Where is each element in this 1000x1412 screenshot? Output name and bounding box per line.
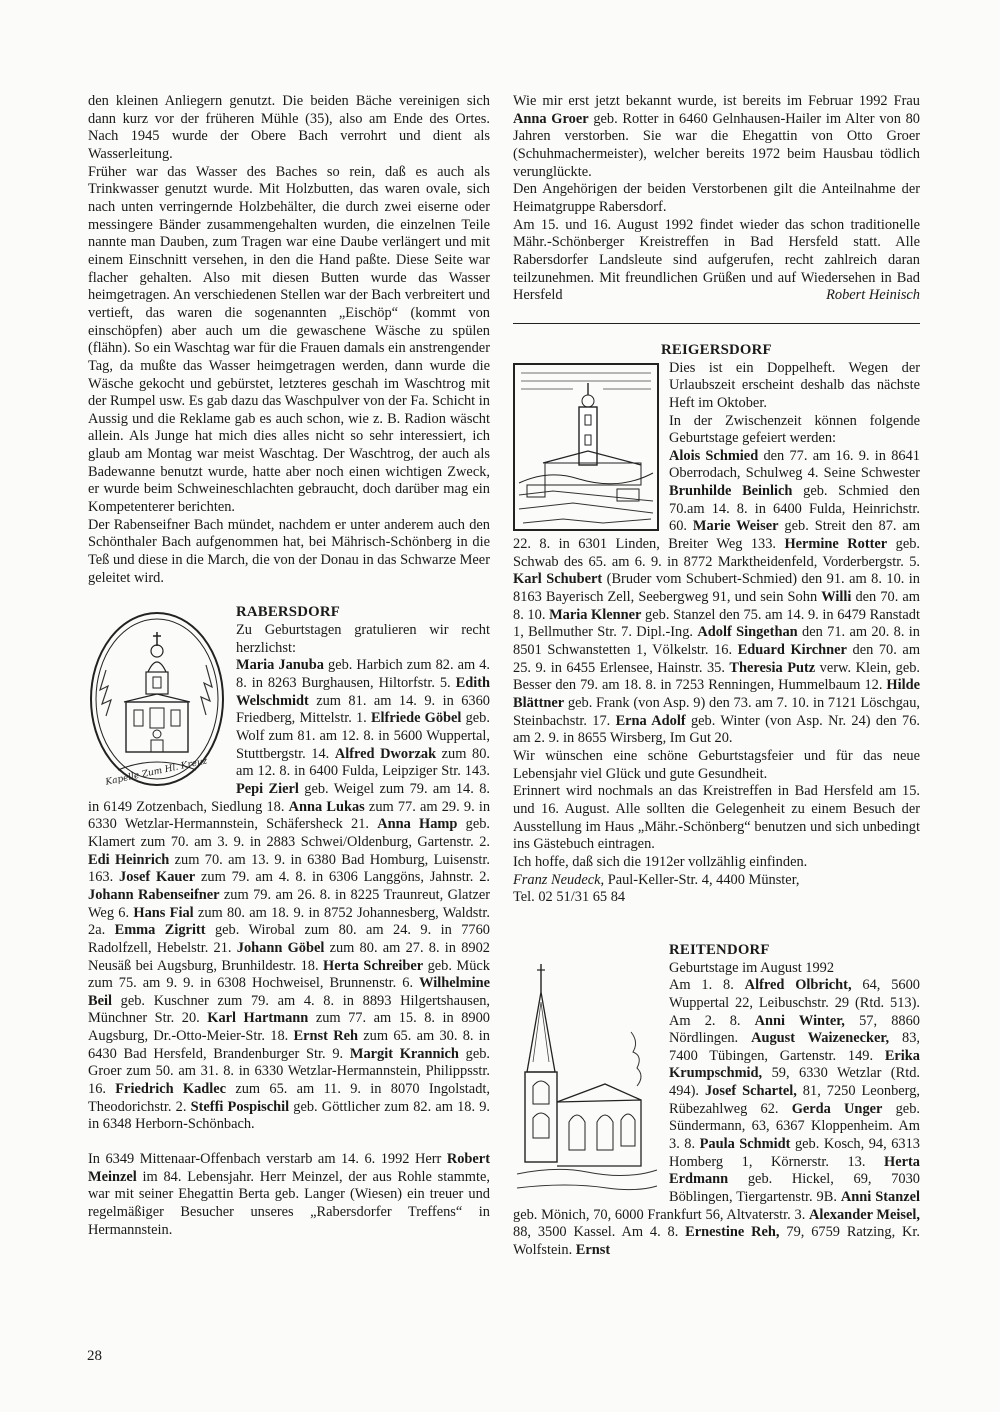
chapel-illustration [88, 610, 226, 788]
reigersdorf-intro-1: Dies ist ein Doppelheft. Wegen der Urlaubszeit erscheint deshalb das nächste Heft im Oktober. [669, 359, 920, 411]
reigersdorf-tel: Tel. 02 51/31 65 84 [513, 889, 626, 906]
person-name: Anna Lukas [288, 798, 365, 815]
rabersdorf-intro: Zu Geburtstagen gratulieren wir recht herzlichst: [236, 622, 490, 656]
reigersdorf-wish: Wir wünschen eine schöne Geburtstagsfeier und für das neue Lebensjahr viel Glück und gute Gesundheit. [513, 747, 920, 782]
person-name: Alfred Olbricht, [744, 977, 852, 994]
page-number: 28 [87, 1348, 102, 1364]
person-name: Maria Klenner [549, 606, 642, 623]
person-name: Marie Weiser [692, 518, 779, 535]
person-name: Karl Hartmann [207, 1010, 309, 1027]
entry-details: 57, 8860 Nördlingen. [669, 1012, 921, 1047]
person-name: Emma Zigritt [114, 922, 206, 939]
entry-details: geb. Mück zum 75. am 9. 9. in 6308 Hochweisel, Brunnenstr. 6. [88, 957, 490, 992]
person-name: Edi Heinrich [88, 851, 170, 868]
reigersdorf-intro-2: In der Zwischenzeit können folgende Geburtstage gefeiert werden: [669, 412, 920, 447]
emblem-caption: Kapelle Zum Hl. Kreuz [104, 756, 209, 789]
person-name: August Waizenecker, [751, 1030, 890, 1047]
entry-details: geb. Göttlicher zum 82. am 18. 9. in 6348 Herborn-Schönbach. [88, 1098, 491, 1133]
entry-details: geb. Sündermann, 63, 6367 Kloppenheim. Am 3. 8. [669, 1100, 920, 1153]
reitendorf-heading: REITENDORF [669, 941, 770, 958]
obit-text-b: im 84. Lebensjahr. Herr Meinzel, der aus Rohle stammte, war mit seiner Ehegattin Berta geb. Langer (Wiesen) ein treuer und regelmäßiger Besucher unseres „Rabersdorfer Treffens“ in Hermannstein. [88, 1168, 490, 1238]
person-name: Margit Krannich [349, 1045, 459, 1062]
entry-details: zum 80. am 12. 8. in 6400 Fulda, Leipziger Str. 143. [236, 745, 490, 780]
reigersdorf-heading: REIGERSDORF [661, 341, 772, 358]
section-reigersdorf [513, 342, 920, 907]
obit-name: Robert Meinzel [88, 1151, 490, 1185]
entry-details: 81, 7250 Leonberg, Rübezahlweg 62. [669, 1083, 920, 1117]
person-name: Gerda Unger [791, 1100, 883, 1117]
person-name: Hermine Rotter [784, 536, 888, 553]
reigersdorf-hope: Ich hoffe, daß sich die 1912er vollzählig einfinden. [513, 853, 808, 870]
person-name: Anna Hamp [377, 816, 458, 833]
person-name: Theresia Putz [729, 659, 816, 676]
person-name: Anni Stanzel [840, 1189, 920, 1206]
reigersdorf-reminder: Erinnert wird nochmals an das Kreistreffen in Bad Hersfeld am 15. und 16. August. Alle sollten die Gelegenheit zu einem Besuch der Ausstellung im Haus „Mähr.-Schönberg“ benutzen und sich unbedingt ins Gästebuch eintragen. [513, 783, 920, 853]
entry-details: den 70. am 25. 9. in 6455 Erlensee, Hainstr. 35. [513, 642, 921, 676]
obit-text-a: In 6349 Mittenaar-Offenbach verstarb am 14. 6. 1992 Herr [88, 1151, 447, 1168]
person-name: Adolf Singethan [697, 624, 798, 641]
person-name: Josef Schartel, [704, 1083, 797, 1100]
person-name: Karl Schubert [513, 571, 603, 588]
author-name: Franz Neudeck, [513, 871, 605, 888]
person-name: Erna Adolf [615, 712, 686, 729]
village-church-drawing [513, 363, 659, 531]
entry-details: geb. Groer zum 50. am 31. 8. in 6330 Wetzlar-Hermannstein, Philippsstr. 16. [88, 1045, 490, 1098]
entry-details: geb. Klamert zum 70. am 3. 9. in 2883 Schwei/Oldenburg, Gartenstr. 2. [88, 816, 490, 850]
person-name: Pepi Zierl [236, 780, 299, 797]
entry-prefix: Am 1. 8. [669, 977, 745, 994]
entry-details: zum 65. am 30. 8. in 6430 Bad Hersfeld, Brandenburger Str. 9. [88, 1028, 491, 1062]
entry-details: zum 79. am 26. 8. in 8225 Traunreut, Glatzer Weg 6. [88, 886, 491, 921]
person-name: Maria Januba [236, 657, 324, 674]
section-divider [513, 323, 920, 324]
person-name: Herta Erdmann [669, 1153, 920, 1188]
person-name: Brunhilde Beinlich [669, 483, 793, 500]
entry-details: (Bruder vom Schubert-Schmied) den 91. am 8. 10. in 8163 Bayerisch Zell, Seebergweg 91, und sein Sohn [513, 571, 921, 606]
entry-details: zum 80. am 18. 9. in 8752 Johannesberg, Waldstr. 2a. [88, 904, 490, 939]
entry-details: geb. Streit den 87. am 22. 8. in 6301 Linden, Breiter Weg 133. [513, 518, 921, 553]
entry-details: zum 65. am 11. 9. in 8070 Ingolstadt, Theodorichstr. 2. [88, 1081, 490, 1115]
right-column [513, 93, 920, 1260]
person-name: Erika Krumpschmid, [669, 1047, 920, 1082]
section-rabersdorf [88, 604, 490, 1239]
entry-details: 79, 6759 Ratzing, Kr. Wolfstein. [513, 1224, 920, 1259]
village-illustration [513, 363, 659, 531]
entry-details: geb. Stanzel den 75. am 14. 9. in 6479 Ranstadt 1, Bellmuther Str. 7. Dipl.-Ing. [513, 606, 920, 641]
entry-details: geb. Wirobal zum 80. am 24. 9. in 7760 Radolfzell, Hebelstr. 21. [88, 922, 491, 956]
entry-details: geb. Schmied den 70.am 14. 8. in 6400 Fulda, Heinrichstr. 60. [669, 483, 920, 535]
paragraph-river: Der Rabenseifner Bach mündet, nachdem er unter anderem auch den Schönthaler Bach aufgenommen hat, bei Mährisch-Schönberg in die Teß und diese in die March, die von der Donau in das Schwarze Meer geleitet wird. [88, 516, 490, 586]
person-name: Hilde Blättner [513, 677, 920, 712]
entry-details: geb. Wolf zum 81. am 12. 8. in 5600 Wuppertal, Stuttbergstr. 14. [236, 710, 490, 762]
entry-details: geb. Harbich zum 82. am 4. 8. in 8263 Burghausen, Hiltorfstr. 5. [236, 657, 490, 691]
entry-details: zum 77. am 15. 8. in 8900 Augsburg, Dr.-Otto-Meier-Str. 18. [88, 1010, 490, 1045]
entry-details: geb. Frank (von Asp. 9) den 73. am 7. 10. in 7121 Löschgau, Steinbachstr. 17. [513, 695, 920, 729]
entry-details: geb. Weigel zum 79. am 14. 8. in 6149 Zotzenbach, Siedlung 18. [88, 780, 490, 815]
church-illustration [513, 962, 659, 1200]
person-name: Hans Fial [133, 904, 194, 921]
obituary-groer [513, 93, 920, 181]
entry-details: geb. Kosch, 94, 6313 Homberg 1, Körnerstr. 13. [669, 1136, 920, 1170]
entry-details: 64, 5600 Wuppertal 22, Leibuschstr. 29 (Rtd. 513). Am 2. 8. [669, 977, 921, 1029]
section-reitendorf [513, 942, 920, 1260]
person-name: Ernst [575, 1242, 611, 1259]
entry-details: geb. Schwab des 65. am 6. 9. in 8772 Marktheidenfeld, Vorderbergstr. 5. [513, 536, 920, 570]
entry-details: zum 70. am 13. 9. in 6380 Bad Homburg, Luisenstr. 163. [88, 851, 490, 886]
person-name: Johann Göbel [236, 939, 325, 956]
obituary-meinzel [88, 1151, 490, 1239]
entry-details: geb. Winter (von Asp. Nr. 24) den 76. am 2. 9. in 8655 Wirsberg, Im Gut 20. [513, 712, 920, 747]
reigersdorf-author-line [513, 872, 920, 890]
person-name: Elfriede Göbel [370, 710, 462, 727]
entry-details: den 71. am 20. 8. in 8501 Schwanstetten 1, Völkelstr. 16. [513, 624, 921, 659]
person-name: Steffi Pospischil [190, 1098, 290, 1115]
signature-heinisch: Robert Heinisch [826, 287, 920, 304]
entry-details: geb. Hickel, 69, 7030 Böblingen, Tiergartenstr. 9B. [669, 1171, 920, 1206]
person-name: Alois Schmied [669, 447, 759, 464]
entry-details: den 77. am 16. 9. in 8641 Oberrodach, Schulweg 4. Seine Schwester [669, 447, 920, 482]
entry-details: 83, 7400 Tübingen, Gartenstr. 149. [669, 1030, 920, 1064]
person-name: Ernestine Reh, [685, 1224, 780, 1241]
groer-text-b: geb. Rotter in 6460 Gelnhausen-Hailer im Alter von 80 Jahren verstorben. Sie war die Ehegattin von Otto Groer (Schuhmachermeister), welcher bereits 1972 beim Hausbau tödlich verunglückte. [513, 110, 921, 180]
entry-details: geb. Mönich, 70, 6000 Frankfurt 56, Altvaterstr. 3. [513, 1206, 810, 1223]
person-name: Alexander Meisel, [809, 1206, 920, 1223]
person-name: Alfred Dworzak [334, 745, 437, 762]
entry-details: zum 79. am 4. 8. in 6306 Langgöns, Jahnstr. 2. [195, 869, 491, 886]
author-address: Paul-Keller-Str. 4, 4400 Münster, [604, 871, 800, 888]
entry-details: zum 80. am 27. 8. in 8902 Neusäß bei Augsburg, Brunhildestr. 18. [88, 939, 490, 974]
entry-details: geb. Kuschner zum 79. am 4. 8. in 8893 Hilgertshausen, Münchner Str. 20. [88, 992, 490, 1027]
gothic-church-drawing [513, 962, 659, 1200]
paragraph-washday: Früher war das Wasser des Baches so rein, daß es auch als Trinkwasser genutzt wurde. Mit Holzbutten, das waren ovale, sich nach unten verringernde Holzbehälter, die durch zwei eiserne oder messingere Bänder zusammengehalten wurden, die einzelnen Teile nannte man Dauben, zum Tragen war eine Daube verlängert und mit einem Einschnitt versehen, in den die Hand paßte. Diese Seite war flacher gehalten. Also mit diesen Butten wurde das Wasser heimgetragen. An verschiedenen Stellen war der Bach verbreitert und vertieft, das waren die sogenannten „Eischöp“ (kommt von einschöpfen) aber auch um die gewaschene Wäsche zu spülen (flähn). So ein Waschtag war für die Frauen damals ein anstrengender Tag, da mußte das Wasser heimgetragen werden, dann wurde die Wäsche gekocht und gebürstet, letzteres geschah im Waschtrog mit der Rumpel usw. Es gab dazu das Waschpulver von der Fa. Schicht in Aussig und die Reklame gab es auch schon, wie z. B. Radion wäscht allein. Als Junge hat mich dies alles nicht so sehr interessiert, ich glaub am Montag war meist Waschtag. Der Waschtrog, der auch als Badewanne benutzt wurde, hatte aber noch einen wichtigen Zweck, er wurde beim Schweineschlachten gebraucht, doch darüber mag ein Kompetenterer berichten. [88, 163, 490, 516]
rabersdorf-heading: RABERSDORF [236, 604, 340, 621]
sympathy-note: Den Angehörigen der beiden Verstorbenen gilt die Anteilnahme der Heimatgruppe Rabersdorf. [513, 181, 920, 215]
chapel-emblem [88, 610, 226, 788]
meeting-text: Am 15. und 16. August 1992 findet wieder das schon traditionelle Mähr.-Schönberger Kreistreffen in Bad Hersfeld statt. Alle Rabersdorfer Landsleute sind aufgerufen, recht zahlreich daran teilzunehmen. Mit freundlichen Grüßen und auf Wiedersehen in Bad Hersfeld [513, 216, 920, 304]
person-name: Josef Kauer [119, 869, 196, 886]
entry-details: zum 77. am 29. 9. in 6330 Wetzlar-Hermannstein, Schäfersheck 21. [88, 798, 491, 833]
person-name: Ernst Reh [293, 1028, 358, 1045]
entry-details: verw. Klein, geb. Besser den 79. am 18. 8. in 7253 Renningen, Hummelbaum 12. [513, 659, 921, 694]
paragraph-brooks: den kleinen Anliegern genutzt. Die beiden Bäche vereinigen sich dann kurz vor der früheren Mühle (35), also am Ende des Ortes. Nach 1945 wurde der Obere Bach verrohrt und dient als Wasserleitung. [88, 93, 490, 162]
groer-text-a: Wie mir erst jetzt bekannt wurde, ist bereits im Februar 1992 Frau [513, 93, 920, 109]
person-name: Willi [821, 589, 852, 606]
entry-details: zum 81. am 14. 9. in 6360 Friedberg, Mittelstr. 1. [236, 692, 490, 727]
person-name: Herta Schreiber [323, 957, 424, 974]
person-name: Edith Welschmidt [236, 675, 490, 709]
person-name: Friedrich Kadlec [115, 1081, 227, 1098]
person-name: Johann Rabenseifner [88, 886, 220, 903]
entry-details: den 70. am 8. 10. [513, 589, 920, 623]
entry-details: 88, 3500 Kassel. Am 4. 8. [513, 1224, 686, 1241]
groer-name: Anna Groer [513, 110, 589, 127]
person-name: Eduard Kirchner [737, 642, 847, 659]
person-name: Anni Winter, [754, 1012, 845, 1029]
entry-details: 59, 6330 Wetzlar (Rtd. 494). [669, 1065, 920, 1100]
reitendorf-intro: Geburtstage im August 1992 [669, 959, 835, 976]
person-name: Wilhelmine Beil [88, 975, 490, 1009]
left-column [88, 93, 490, 1239]
person-name: Paula Schmidt [699, 1136, 791, 1153]
